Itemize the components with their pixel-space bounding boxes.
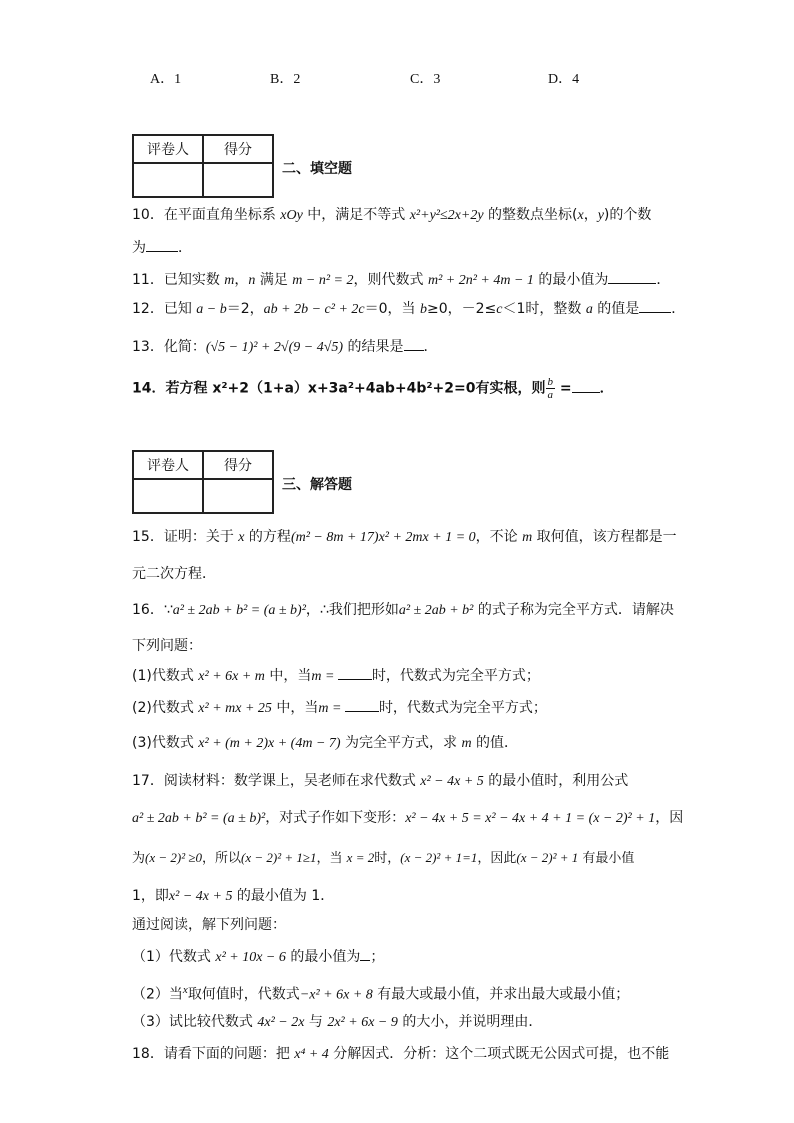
q15-math: m <box>522 530 533 545</box>
answer-blank[interactable] <box>404 338 424 351</box>
q16-math: a² ± 2ab + b² = (a ± b)² <box>172 603 306 618</box>
score-header: 得分 <box>203 135 273 163</box>
question-10 <box>132 205 651 226</box>
q16-math: a² ± 2ab + b² <box>398 603 474 618</box>
q16-math: x² + 6x + m <box>198 669 265 684</box>
fraction-numerator: b <box>547 376 553 388</box>
question-17-prompt: 通过阅读，解下列问题： <box>132 917 286 933</box>
q13-text: ． <box>423 339 438 355</box>
q14-text: ． <box>599 380 614 397</box>
q10-math: x²+y²≤2x+2y <box>409 208 484 223</box>
q16-text: (2)代数式 <box>132 700 199 716</box>
question-17-line3 <box>132 848 634 869</box>
q12-math: a − b <box>196 302 227 317</box>
answer-blank[interactable] <box>572 380 600 393</box>
q17-text: 有最小值 <box>578 851 635 866</box>
q15-text: 的方程 <box>244 529 291 545</box>
question-15 <box>132 527 677 548</box>
q17-math: 4x² − 2x <box>257 1015 305 1030</box>
q16-text: 时，代数式为完全平方式； <box>378 700 547 716</box>
q17-text: 的大小，并说明理由． <box>397 1014 543 1030</box>
fraction-b-over-a <box>546 376 556 401</box>
q15-text: 取何值，该方程都是一 <box>532 529 677 545</box>
question-17-part2 <box>132 980 629 1006</box>
q17-math: (x − 2)² ≥0 <box>145 850 202 865</box>
q13-math: (√5 − 1)² + 2√(9 − 4√5) <box>205 340 344 355</box>
choice-a: A．1 <box>150 72 182 87</box>
q17-math: −x² + 6x + 8 <box>299 987 373 1003</box>
q12-text: 的值是 <box>592 301 640 317</box>
q17-text: ，对式子作如下变形： <box>265 810 406 826</box>
q17-text: 取何值时，代数式 <box>187 986 300 1003</box>
q11-math: m² + 2n² + 4m − 1 <box>427 273 534 288</box>
q17-math: 2x² + 6x − 9 <box>327 1015 398 1030</box>
q17-math: x² + 10x − 6 <box>215 950 286 965</box>
q16-text: (3)代数式 <box>132 735 199 751</box>
q12-text: ≥0，－2≤ <box>426 301 497 317</box>
grader-header: 评卷人 <box>133 451 203 479</box>
choice-b: B．2 <box>270 72 301 87</box>
q10-text: 为 <box>132 240 146 256</box>
choice-c: C．3 <box>410 72 441 87</box>
q11-text: 满足 <box>255 272 293 288</box>
question-16-part1 <box>132 666 540 687</box>
q17-text: 17．阅读材料：数学课上，吴老师在求代数式 <box>132 773 421 789</box>
q11-text: ． <box>656 272 671 288</box>
q17-math: (x − 2)² + 1≥1 <box>241 850 317 865</box>
q15-text: 15．证明：关于 <box>132 529 239 545</box>
q17-text: （3）试比较代数式 <box>132 1014 258 1030</box>
q16-text: 16．∵ <box>132 602 173 618</box>
grader-cell <box>133 479 203 513</box>
q17-text: 时， <box>374 851 401 866</box>
q17-text: ； <box>370 949 385 965</box>
question-17 <box>132 771 628 792</box>
score-table-2 <box>132 450 274 514</box>
q12-text: ． <box>671 301 686 317</box>
question-17-part1 <box>132 947 384 968</box>
grader-cell <box>133 163 203 197</box>
q17-math: x² − 4x + 5 = x² − 4x + 4 + 1 = (x − 2)² + 1 <box>405 811 656 826</box>
q17-math: x <box>182 984 188 996</box>
q10-text: ． <box>178 240 192 256</box>
q17-text: 与 <box>304 1014 328 1030</box>
q17-math: (x − 2)² + 1=1 <box>400 850 478 865</box>
q17-text: 1，即 <box>132 888 169 904</box>
answer-blank[interactable] <box>338 667 372 680</box>
score-cell <box>203 163 273 197</box>
q12-text: 12．已知 <box>132 301 197 317</box>
q17-text: ，因此 <box>477 851 517 866</box>
answer-blank[interactable] <box>639 300 671 313</box>
choice-d: D．4 <box>548 72 580 87</box>
q16-text: 的值． <box>471 735 519 751</box>
q16-math: m = <box>311 669 338 684</box>
q15-math: (m² − 8m + 17)x² + 2mx + 1 = 0 <box>290 530 476 545</box>
q11-math: m − n² = 2 <box>292 273 354 288</box>
q10-text: )的个数 <box>603 207 652 223</box>
answer-blank[interactable] <box>608 271 656 284</box>
question-17-line4 <box>132 886 334 907</box>
q12-text: ＝2， <box>226 301 264 317</box>
question-16-part2 <box>132 698 547 719</box>
q16-text: 中，当 <box>264 668 312 684</box>
question-17-line2 <box>132 808 683 829</box>
q14-text: 14．若方程 x²+2（1+a）x+3a²+4ab+4b²+2=0有实根，则 <box>132 380 546 397</box>
q17-text: （2）当 <box>132 986 183 1003</box>
q12-text: ＝0，当 <box>364 301 420 317</box>
answer-blank[interactable] <box>360 948 370 961</box>
q12-math: ab + 2b − c² + 2c <box>263 302 365 317</box>
fraction-denominator: a <box>547 389 553 401</box>
score-header: 得分 <box>203 451 273 479</box>
q11-math: m <box>224 273 235 288</box>
score-table-1 <box>132 134 274 198</box>
q10-math: x <box>577 208 584 223</box>
q17-text: （1）代数式 <box>132 949 216 965</box>
question-13 <box>132 337 438 358</box>
q18-text: 分解因式．分析：这个二项式既无公因式可提，也不能 <box>328 1046 670 1062</box>
question-10-cont <box>132 238 192 258</box>
q16-math: m = <box>318 701 345 716</box>
q17-math: x = 2 <box>346 850 375 865</box>
question-16-intro: 下列问题： <box>132 638 202 654</box>
q10-text: 10．在平面直角坐标系 <box>132 207 281 223</box>
question-18 <box>132 1044 669 1065</box>
q15-math: x <box>238 530 245 545</box>
q16-text: 中，当 <box>271 700 319 716</box>
question-16 <box>132 600 674 621</box>
q17-math: (x − 2)² + 1 <box>516 850 579 865</box>
q11-text: 的最小值为 <box>533 272 609 288</box>
answer-blank[interactable] <box>345 699 379 712</box>
section-title-fill-blank: 二、填空题 <box>282 161 352 177</box>
q11-text: ，则代数式 <box>353 272 428 288</box>
q18-text: 18．请看下面的问题：把 <box>132 1046 295 1062</box>
q10-math: y <box>597 208 604 223</box>
q10-text: 的整数点坐标( <box>483 207 578 223</box>
q11-text: 11．已知实数 <box>132 272 225 288</box>
q15-text: ，不论 <box>475 529 523 545</box>
q16-math: m <box>461 736 472 751</box>
q17-text: ，所以 <box>202 851 242 866</box>
q17-text: 有最大或最小值，并求出最大或最小值； <box>372 986 630 1003</box>
question-15-cont: 元二次方程． <box>132 566 216 582</box>
answer-blank[interactable] <box>146 239 178 252</box>
question-11 <box>132 270 670 291</box>
q17-text: ，当 <box>316 851 347 866</box>
q17-text: ，因 <box>655 810 684 826</box>
q16-text: 为完全平方式，求 <box>340 735 462 751</box>
q11-math: n <box>248 273 256 288</box>
q16-text: (1)代数式 <box>132 668 199 684</box>
question-12 <box>132 299 685 320</box>
q16-text: 时，代数式为完全平方式； <box>371 668 540 684</box>
q10-text: ， <box>583 207 598 223</box>
q13-text: 的结果是 <box>343 339 404 355</box>
q17-math: x² − 4x + 5 <box>420 774 484 789</box>
q17-text: 的最小值为 <box>285 949 361 965</box>
question-17-part3 <box>132 1012 542 1033</box>
q10-math: xOy <box>280 208 303 223</box>
question-16-part3 <box>132 733 518 754</box>
score-cell <box>203 479 273 513</box>
section-title-solve: 三、解答题 <box>282 477 352 493</box>
q17-text: 为 <box>132 851 146 866</box>
q11-text: ， <box>234 272 249 288</box>
q18-math: x⁴ + 4 <box>294 1047 329 1062</box>
q12-math: a <box>585 302 593 317</box>
q16-text: 的式子称为完全平方式．请解决 <box>473 602 674 618</box>
q17-text: 的最小值为 1． <box>232 888 335 904</box>
q12-math: b <box>419 302 427 317</box>
q17-math: a² ± 2ab + b² = (a ± b)² <box>132 811 266 826</box>
q17-text: 的最小值时，利用公式 <box>483 773 629 789</box>
grader-header: 评卷人 <box>133 135 203 163</box>
q14-text: = <box>555 380 572 397</box>
q17-math: x² − 4x + 5 <box>168 889 233 904</box>
q12-math: c <box>496 302 503 317</box>
q16-text: ，∴我们把形如 <box>305 602 399 618</box>
q10-text: 中，满足不等式 <box>302 207 410 223</box>
question-14 <box>132 376 614 401</box>
q12-text: ＜1时，整数 <box>502 301 586 317</box>
q16-math: x² + (m + 2)x + (4m − 7) <box>198 736 341 751</box>
q16-math: x² + mx + 25 <box>198 701 272 716</box>
q13-text: 13．化简： <box>132 339 206 355</box>
